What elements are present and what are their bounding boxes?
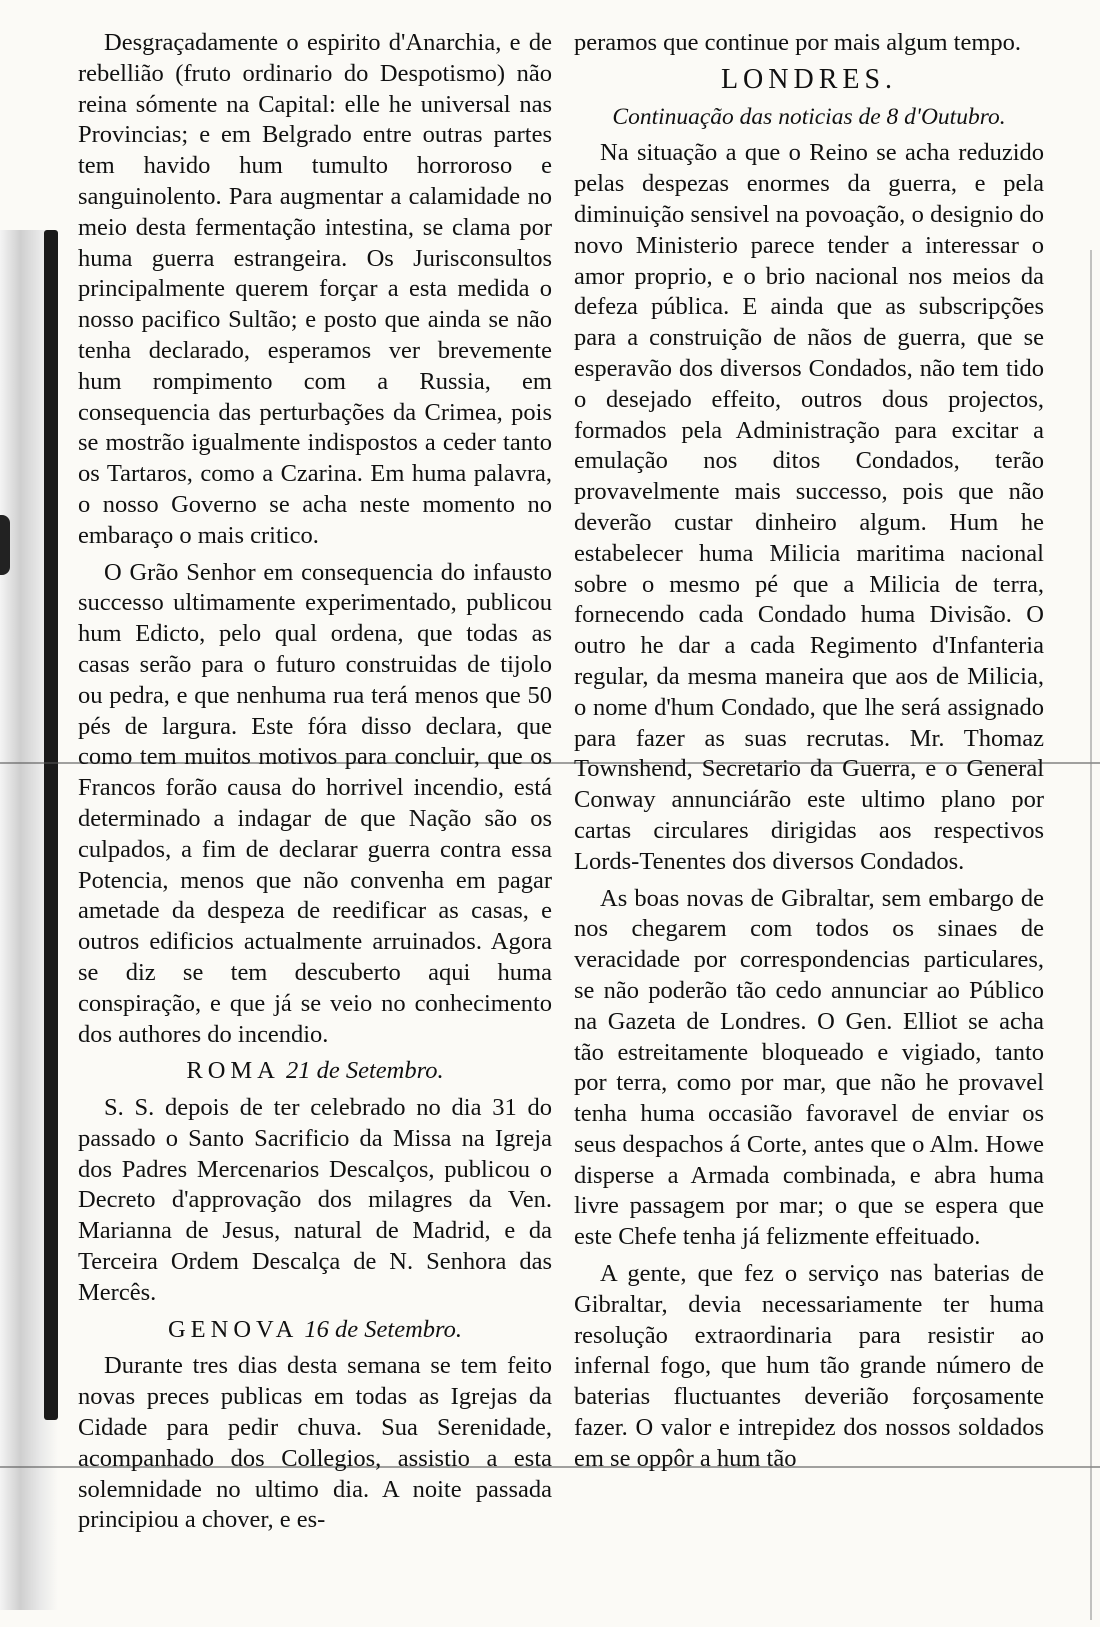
dateline-roma — [78, 1056, 552, 1087]
paragraph-anarchia: Desgraçadamente o espirito d'Anarchia, e de rebellião (fruto ordinario do Despotismo) não reina sómente na Capital: elle he universal nas Provincias; e em Belgrado entre outras partes tem havido hum tumulto horroroso e sanguinolento. Para augmentar a calamidade no meio desta fermentação intestina, se clama por huma guerra estrangeira. Os Jurisconsultos principalmente querem forçar a esta medida o nosso pacifico Sultão; e posto que ainda se não tenha declarado, esperamos ver brevemente hum rompimento com a Russia, em consequencia das perturbações da Crimea, pois se mostrão igualmente indispostos a ceder tanto os Tartaros, como a Czarina. Em huma palavra, o nosso Governo se acha neste momento no embaraço o mais critico. — [78, 29, 552, 549]
paragraph-gibraltar-news: As boas novas de Gibraltar, sem embargo de nos chegarem com todos os sinaes de veracidade por correspondencias particulares, se não poderão tão cedo annunciar ao Público na Gazeta de Londres. O Gen. Elliot se acha tão estreitamente bloqueado e vigiado, tanto por terra, como por mar, que não he provavel tenha huma occasião favoravel de enviar os seus despachos á Corte, antes que o Alm. Howe disperse a Armada combinada, e abra huma livre passagem por mar; o que se espera que este Chefe tenha já felizmente effeituado. — [574, 884, 1044, 1251]
section-headline-londres: LONDRES. — [720, 63, 898, 95]
section-subheading: Continuação das noticias de 8 d'Outubro. — [612, 103, 1006, 130]
dateline-city: ROMA — [186, 1057, 280, 1085]
paragraph-roma: S. S. depois de ter celebrado no dia 31 do passado o Santo Sacrificio da Missa na Igreja dos Padres Mercenarios Descalços, publicou o Decreto d'approvação dos milagres da Ven. Marianna de Jesus, natural de Madrid, e da Terceira Ordem Descalça de N. Senhora das Mercês. — [78, 1094, 552, 1306]
paragraph-grao-senhor: O Grão Senhor em consequencia do infausto successo ultimamente experimentado, publicou hum Edicto, pelo qual ordena, que todas as casas serão para o futuro construidas de tijolo ou pedra, e que nenhuma rua terá menos que 50 pés de largura. Este fóra disso declara, que como tem muitos motivos para concluir, que os Francos forão causa do horrivel incendio, está determinado a indagar de que Nação são os culpados, a fim de declarar guerra contra essa Potencia, menos que não convenha em pagar ametade da despeza de reedificar as casas, e outros edificios actualmente arruinados. Agora se diz se tem descuberto aqui huma conspiração, e que já se veio no conhecimento dos authores do incendio. — [78, 558, 552, 1048]
dateline-genova — [78, 1315, 552, 1346]
paragraph-gibraltar-batteries: A gente, que fez o serviço nas baterias de Gibraltar, devia necessariamente ter huma resolução extraordinaria para resistir ao infernal fogo, que hum tão grande número de baterias fluctuantes deverião forçosamente fazer. O valor e intrepidez dos nossos soldados em se oppôr a hum tão — [574, 1260, 1044, 1472]
right-column — [574, 28, 1044, 1475]
paragraph-carryover: peramos que continue por mais algum tempo. — [574, 29, 1022, 56]
paragraph-reino: Na situação a que o Reino se acha reduzido pelas despezas enormes da guerra, e pela diminuição sensivel na povoação, o designio do novo Ministerio parece tender a interessar o amor proprio, e o brio nacional nos meios da defeza pública. E ainda que as subscripções para a construição de nãos de guerra, que se esperavão dos diversos Condados, não tem tido o desejado effeito, outros dous projectos, formados pela Administração para excitar a emulação nos ditos Condados, terão provavelmente mais successo, pois que não deverão custar dinheiro algum. Hum he estabelecer huma Milicia maritima nacional sobre o mesmo pé que a Milicia de terra, fornecendo cada Condado huma Divisão. O outro he dar a cada Regimento d'Infanteria regular, da mesma maneira que aos de Milicia, o nome d'hum Condado, que lhe será assignado para fazer as suas recrutas. Mr. Thomaz Townshend, Secretario da Guerra, e o General Conway annunciárão este ultimo plano por cartas circulares dirigidas aos respectivos Lords-Tenentes dos diversos Condados. — [574, 139, 1044, 875]
page-edge — [1090, 250, 1092, 1620]
dateline-date: 21 de Setembro. — [286, 1057, 444, 1085]
dateline-city: GENOVA — [167, 1315, 299, 1343]
paragraph-genova: Durante tres dias desta semana se tem feito novas preces publicas em todas as Igrejas da Cidade para pedir chuva. Sua Serenidade, acompanhado dos Collegios, assistio a esta solemnidade no ultimo dia. A noite passada principiou a chover, e es- — [78, 1352, 552, 1534]
left-column — [78, 28, 552, 1536]
binding-notch — [0, 515, 10, 575]
binding-edge — [44, 230, 58, 1420]
dateline-date: 16 de Setembro. — [304, 1315, 463, 1343]
